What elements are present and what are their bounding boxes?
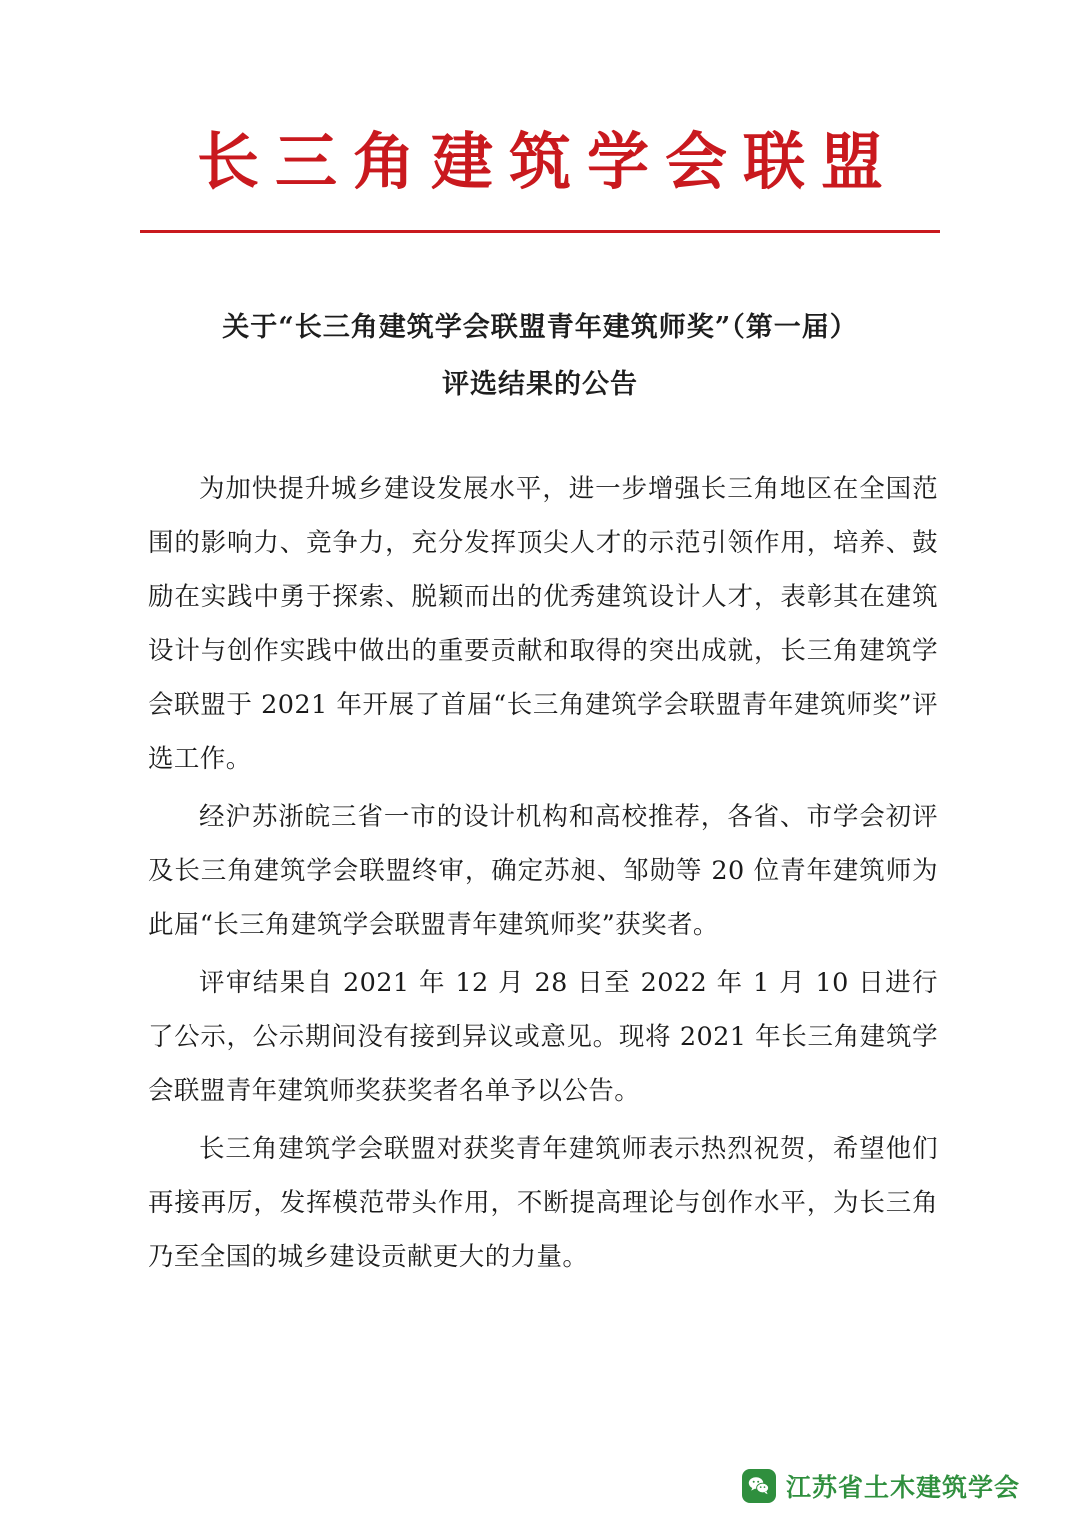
body-paragraph: 评审结果自 2021 年 12 月 28 日至 2022 年 1 月 10 日进行了公示，公示期间没有接到异议或意见。现将 2021 年长三角建筑学会联盟青年建筑师奖获奖者名单予以公告。 xyxy=(148,968,938,1106)
body-paragraph: 长三角建筑学会联盟对获奖青年建筑师表示热烈祝贺，希望他们再接再厉，发挥模范带头作用，不断提高理论与创作水平，为长三角乃至全国的城乡建设贡献更大的力量。 xyxy=(148,1134,938,1272)
wechat-account-name: 江苏省土木建筑学会 xyxy=(786,1473,1021,1502)
letterhead-divider xyxy=(140,230,940,233)
wechat-icon xyxy=(742,1469,776,1503)
wechat-account-badge[interactable] xyxy=(742,1468,1020,1504)
document-title-line-2: 评选结果的公告 xyxy=(442,368,638,400)
body-paragraph: 为加快提升城乡建设发展水平，进一步增强长三角地区在全国范围的影响力、竞争力，充分发挥顶尖人才的示范引领作用，培养、鼓励在实践中勇于探索、脱颖而出的优秀建筑设计人才，表彰其在建筑设计与创作实践中做出的重要贡献和取得的突出成就，长三角建筑学会联盟于 2021 年开展了首届“长三角建筑学会联盟青年建筑师奖”评选工作。 xyxy=(148,474,938,774)
body-paragraph: 经沪苏浙皖三省一市的设计机构和高校推荐，各省、市学会初评及长三角建筑学会联盟终审，确定苏昶、邹勋等 20 位青年建筑师为此届“长三角建筑学会联盟青年建筑师奖”获奖者。 xyxy=(148,802,938,940)
letterhead xyxy=(0,125,1080,233)
document-body xyxy=(148,462,938,1288)
document-title-line-1: 关于“长三角建筑学会联盟青年建筑师奖”（第一届） xyxy=(222,312,858,343)
letterhead-organization: 长三角建筑学会联盟 xyxy=(196,125,899,198)
document-title xyxy=(140,300,940,413)
